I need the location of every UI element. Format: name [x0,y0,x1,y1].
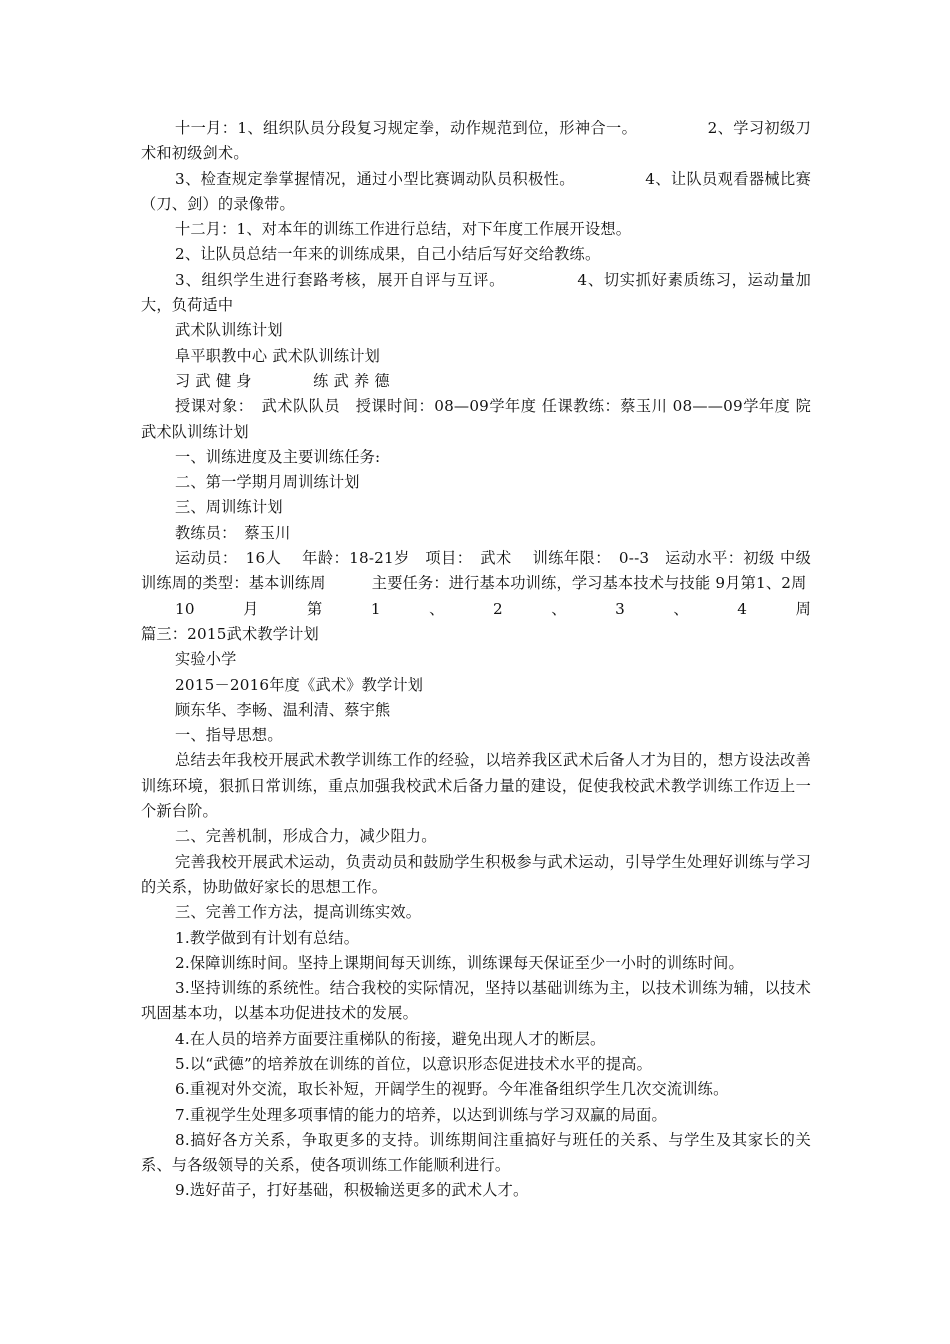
spread-token: 3 [615,599,625,618]
outline-item-1: 一、训练进度及主要训练任务: [175,447,381,466]
spread-token: 、 [551,599,567,618]
list-item: 8.搞好各方关系，争取更多的支持。训练期间注重搞好与班任的关系、与学生及其家长的关系、与各级领导的关系，使各项训练工作能顺利进行。 [141,1130,811,1175]
list-item: 7.重视学生处理多项事情的能力的培养，以达到训练与学习双赢的局面。 [175,1105,667,1124]
motto: 习 武 健 身 练 武 养 德 [175,371,390,390]
spread-token: 10 [175,599,195,618]
section-1-heading: 一、指导思想。 [175,726,283,745]
outline-item-3: 三、周训练计划 [175,498,283,517]
document-body [141,116,827,1204]
chapter-heading: 篇三：2015武术教学计划 [141,624,319,643]
course-info: 授课对象： 武术队队员 授课时间：08—09学年度 任课教练：蔡玉川 08——09学年度 院武术队训练计划 [141,397,811,441]
paragraph-december-3: 3、组织学生进行套路考核，展开自评与互评。 4、切实抓好素质练习，运动量加大，负荷适中 [141,270,811,315]
spread-token: 月 [243,599,259,618]
list-item: 1.教学做到有计划有总结。 [175,928,360,947]
paragraph-november: 十一月：1、组织队员分段复习规定拳，动作规范到位，形神合一。 2、学习初级刀术和初级剑术。 [141,119,811,163]
paragraph-november-2: 3、检查规定拳掌握情况，通过小型比赛调动队员积极性。 4、让队员观看器械比赛（刀、剑）的录像带。 [141,169,811,213]
list-item: 6.重视对外交流，取长补短，开阔学生的视野。今年准备组织学生几次交流训练。 [175,1080,729,1099]
section-1-body: 总结去年我校开展武术教学训练工作的经验，以培养我区武术后备人才为目的，想方设法改善训练环境，狠抓日常训练，重点加强我校武术后备力量的建设，促使我校武术教学训练工作迈上一个新台阶。 [141,751,811,821]
list-item: 3.坚持训练的系统性。结合我校的实际情况，坚持以基础训练为主，以技术训练为辅，以技术巩固基本功，以基本功促进技术的发展。 [141,979,811,1023]
plan-title: 阜平职教中心 武术队训练计划 [175,346,381,365]
spread-token: 第 [307,599,323,618]
coach-line: 教练员： 蔡玉川 [175,523,291,542]
athlete-info: 运动员： 16人 年龄：18-21岁 项目： 武术 训练年限： 0--3 运动水平：初级 中级 训练周的类型：基本训练周 主要任务：进行基本功训练，学习基本技术与技能 9月第1、2周 [141,549,827,593]
section-2-body: 完善我校开展武术运动，负责动员和鼓励学生积极参与武术运动，引导学生处理好训练与学习的关系，协助做好家长的思想工作。 [141,852,811,896]
paragraph-december-2: 2、让队员总结一年来的训练成果，自己小结后写好交给教练。 [175,245,601,264]
outline-item-2: 二、第一学期月周训练计划 [175,473,360,492]
section-2-heading: 二、完善机制，形成合力，减少阻力。 [175,827,437,846]
spread-token: 1 [370,599,381,618]
section-3-heading: 三、完善工作方法，提高训练实效。 [175,903,422,922]
spread-token: 周 [795,599,811,618]
authors: 顾东华、李畅、温利清、蔡宇熊 [175,700,391,719]
october-weeks-line [141,597,811,622]
list-item: 9.选好苗子，打好基础，积极输送更多的武术人才。 [175,1181,529,1200]
spread-token: 、 [429,599,445,618]
list-item: 5.以“武德”的培养放在训练的首位，以意识形态促进技术水平的提高。 [175,1054,653,1073]
list-item: 2.保障训练时间。坚持上课期间每天训练，训练课每天保证至少一小时的训练时间。 [175,953,744,972]
paragraph-december: 十二月：1、对本年的训练工作进行总结，对下年度工作展开设想。 [175,220,632,239]
spread-token: 2 [492,599,503,618]
list-item: 4.在人员的培养方面要注重梯队的衔接，避免出现人才的断层。 [175,1029,606,1048]
section-heading: 武术队训练计划 [175,321,283,340]
doc-title: 2015－2016年度《武术》教学计划 [175,675,424,694]
school-name: 实验小学 [175,650,237,669]
spread-token: 4 [737,599,748,618]
spread-token: 、 [673,599,689,618]
